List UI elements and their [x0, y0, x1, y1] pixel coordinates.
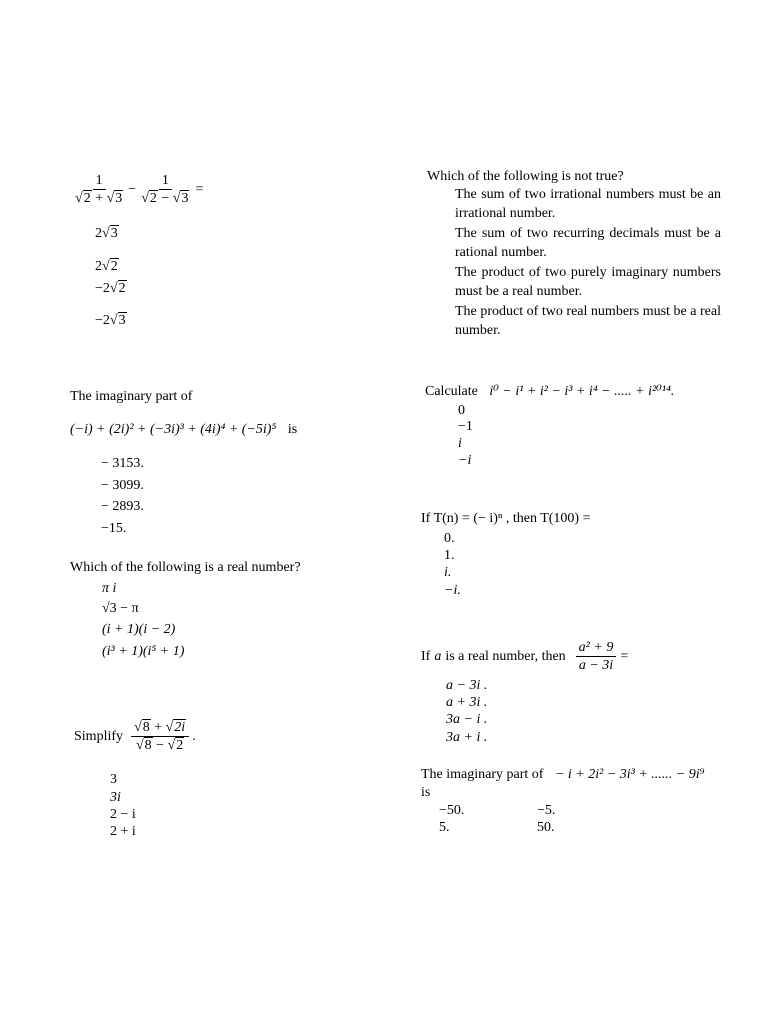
q5-option: The product of two purely imaginary numbers must be a real number.	[455, 265, 721, 299]
q8-variable: a	[434, 648, 442, 664]
q8-prefix: If	[421, 648, 431, 664]
q5-option: The product of two real numbers must be a real number.	[455, 304, 721, 338]
q8-option: a − 3i .	[446, 678, 488, 693]
q1-frac1-denominator: √2 + √3	[75, 191, 123, 206]
q1-equals: =	[195, 181, 204, 197]
q5-question-text: Which of the following is not true?	[427, 169, 624, 184]
q9-question-line	[421, 767, 705, 783]
q1-option: −2√2	[95, 281, 126, 296]
q3-question-text: Which of the following is a real number?	[70, 560, 301, 575]
q1-frac1-numerator: 1	[93, 172, 106, 190]
q6-option: −1	[458, 419, 473, 434]
q8-option: 3a + i .	[446, 730, 488, 745]
q5-option: The sum of two irrational numbers must be an irrational number.	[455, 187, 721, 221]
q8-option: a + 3i .	[446, 695, 488, 710]
q3-option: √3 − π	[102, 601, 139, 616]
q5-option: The sum of two recurring decimals must be a rational number.	[455, 226, 721, 260]
q3-option: π i	[102, 581, 117, 596]
q1-frac2-denominator: √2 − √3	[141, 191, 189, 206]
q8-middle-text: is a real number, then	[445, 648, 566, 664]
q9-option: 5.	[439, 820, 450, 835]
q9-expression-math: − i + 2i² − 3i³ + ...... − 9i⁹	[554, 767, 705, 782]
q9-is: is	[421, 785, 431, 800]
q8-numerator: a² + 9	[576, 639, 617, 657]
q7-option: 1.	[444, 548, 455, 563]
q4-option: 2 − i	[110, 807, 136, 822]
q6-option: i	[458, 436, 462, 451]
q2-expression-math: (−i) + (2i)² + (−3i)³ + (4i)⁴ + (−5i)⁵	[70, 422, 277, 437]
q9-option: −50.	[439, 803, 465, 818]
q8-fraction	[576, 639, 617, 674]
q1-fraction-1	[72, 172, 126, 207]
q6-option: −i	[458, 453, 472, 468]
q9-question-text: The imaginary part of	[421, 767, 544, 782]
q4-label: Simplify	[74, 728, 124, 744]
q3-option: (i + 1)(i − 2)	[102, 622, 176, 637]
q4-option: 3i	[110, 790, 121, 805]
q8-option: 3a − i .	[446, 712, 488, 727]
q8-denominator: a − 3i	[578, 658, 614, 673]
q1-fraction-2	[138, 172, 192, 207]
q4-expression	[74, 719, 196, 754]
q2-question-text: The imaginary part of	[70, 389, 193, 404]
q1-option: 2√2	[95, 259, 118, 274]
q9-option: −5.	[537, 803, 556, 818]
q8-equals: =	[620, 648, 629, 664]
q2-option: − 3153.	[101, 456, 144, 471]
q1-option: 2√3	[95, 226, 118, 241]
q6-expression	[425, 383, 674, 400]
q7-option: −i.	[444, 583, 461, 598]
q4-numerator: √8 + √2i	[131, 719, 189, 737]
q2-option: −15.	[101, 521, 127, 536]
q3-option: (i³ + 1)(i⁵ + 1)	[102, 644, 185, 659]
q6-expression-math: i⁰ − i¹ + i² − i³ + i⁴ − ..... + i²⁰¹⁴.	[489, 384, 675, 399]
q4-fraction	[131, 719, 189, 754]
q8-expression	[421, 639, 628, 674]
q6-option: 0	[458, 403, 465, 418]
q4-period: .	[192, 728, 196, 744]
q1-minus: −	[128, 181, 137, 197]
q4-option: 3	[110, 772, 117, 787]
q2-option: − 3099.	[101, 478, 144, 493]
q9-option: 50.	[537, 820, 555, 835]
q6-label: Calculate	[425, 384, 478, 399]
q7-question-text: If T(n) = (− i)ⁿ , then T(100) =	[421, 511, 591, 526]
q2-is: is	[287, 422, 298, 437]
q7-option: 0.	[444, 531, 455, 546]
q1-frac2-numerator: 1	[159, 172, 172, 190]
q7-option: i.	[444, 565, 452, 580]
q1-expression	[72, 172, 203, 207]
q1-option: −2√3	[95, 313, 126, 328]
q2-expression	[70, 422, 297, 438]
q4-option: 2 + i	[110, 824, 136, 839]
q4-denominator: √8 − √2	[135, 738, 184, 753]
q2-option: − 2893.	[101, 499, 144, 514]
